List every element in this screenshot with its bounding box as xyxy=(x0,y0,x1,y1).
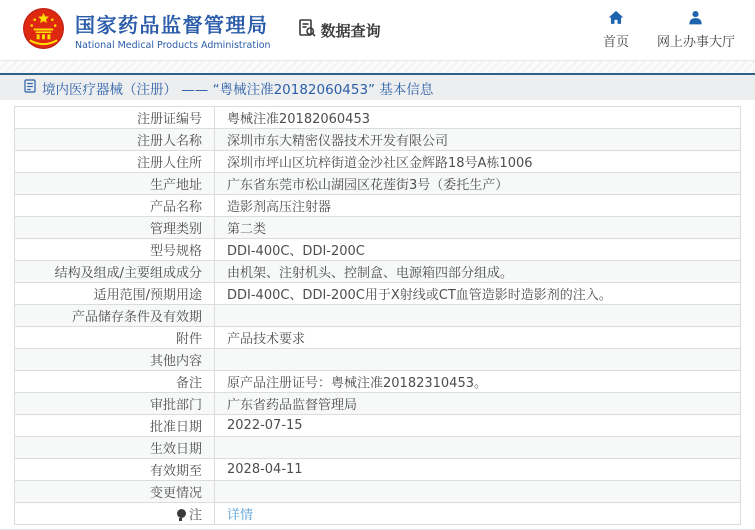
row-value: DDI-400C、DDI-200C用于X射线或CT血管造影时造影剂的注入。 xyxy=(215,283,741,305)
table-row xyxy=(15,239,741,261)
table-row xyxy=(15,481,741,503)
row-label: 型号规格 xyxy=(15,239,215,261)
row-value: 由机架、注射机头、控制盒、电源箱四部分组成。 xyxy=(215,261,741,283)
registration-info-table xyxy=(14,106,741,525)
row-value xyxy=(215,437,741,459)
data-query-button[interactable] xyxy=(297,18,381,42)
row-value: 深圳市东大精密仪器技术开发有限公司 xyxy=(215,129,741,151)
row-label: 注册证编号 xyxy=(15,107,215,129)
row-label: 备注 xyxy=(15,371,215,393)
row-value: 2022-07-15 xyxy=(215,415,741,437)
table-row xyxy=(15,415,741,437)
table-row xyxy=(15,129,741,151)
row-value: DDI-400C、DDI-200C xyxy=(215,239,741,261)
national-emblem-logo xyxy=(22,7,65,54)
table-row xyxy=(15,371,741,393)
row-label: 注册人名称 xyxy=(15,129,215,151)
row-value: 第二类 xyxy=(215,217,741,239)
page-title: 境内医疗器械（注册） —— “粤械注准20182060453” 基本信息 xyxy=(42,81,434,98)
note-icon xyxy=(177,509,186,520)
table-row xyxy=(15,107,741,129)
document-search-icon xyxy=(297,18,317,42)
nav-item-home[interactable] xyxy=(603,10,629,50)
row-label: 产品名称 xyxy=(15,195,215,217)
row-value: 产品技术要求 xyxy=(215,327,741,349)
row-value xyxy=(215,305,741,327)
row-value: 深圳市坪山区坑梓街道金沙社区金辉路18号A栋1006 xyxy=(215,151,741,173)
nav-item-label: 网上办事大厅 xyxy=(656,35,735,50)
page-title-bar xyxy=(0,75,755,100)
org-name-en: National Medical Products Administration xyxy=(75,40,271,51)
document-icon xyxy=(24,79,36,97)
header-nav xyxy=(603,10,741,50)
row-label: 适用范围/预期用途 xyxy=(15,283,215,305)
table-row xyxy=(15,305,741,327)
row-value: 造影剂高压注射器 xyxy=(215,195,741,217)
row-value: 广东省东莞市松山湖园区花莲街3号（委托生产） xyxy=(215,173,741,195)
nav-item-service-hall[interactable] xyxy=(657,10,735,50)
row-label: 变更情况 xyxy=(15,481,215,503)
row-value xyxy=(215,481,741,503)
row-label: 注册人住所 xyxy=(15,151,215,173)
table-row xyxy=(15,151,741,173)
content-panel xyxy=(0,100,755,530)
row-label: 管理类别 xyxy=(15,217,215,239)
table-row xyxy=(15,195,741,217)
table-row xyxy=(15,393,741,415)
table-row xyxy=(15,459,741,481)
row-label: 生效日期 xyxy=(15,437,215,459)
row-label: 批准日期 xyxy=(15,415,215,437)
row-label: 结构及组成/主要组成成分 xyxy=(15,261,215,283)
background-texture-strip xyxy=(0,61,755,73)
row-value xyxy=(215,349,741,371)
row-value: 广东省药品监督管理局 xyxy=(215,393,741,415)
home-icon xyxy=(608,10,624,29)
site-header xyxy=(0,0,755,61)
org-name-zh: 国家药品监督管理局 xyxy=(75,13,269,37)
table-row xyxy=(15,437,741,459)
table-row xyxy=(15,261,741,283)
nav-item-label: 首页 xyxy=(602,35,629,50)
detail-link[interactable]: 详情 xyxy=(227,508,254,523)
data-query-label: 数据查询 xyxy=(320,21,381,40)
brand-text xyxy=(75,9,271,51)
row-label: 审批部门 xyxy=(15,393,215,415)
table-row xyxy=(15,283,741,305)
row-label: 注 xyxy=(15,503,215,525)
table-row xyxy=(15,327,741,349)
row-label: 生产地址 xyxy=(15,173,215,195)
table-row xyxy=(15,503,741,525)
row-value xyxy=(215,503,741,525)
row-value: 2028-04-11 xyxy=(215,459,741,481)
row-label: 附件 xyxy=(15,327,215,349)
table-row xyxy=(15,173,741,195)
site-logo[interactable] xyxy=(22,7,271,54)
user-icon xyxy=(688,10,703,29)
row-label: 产品储存条件及有效期 xyxy=(15,305,215,327)
table-row xyxy=(15,217,741,239)
row-label: 其他内容 xyxy=(15,349,215,371)
info-table-body xyxy=(15,107,741,525)
row-value: 原产品注册证号：粤械注准20182310453。 xyxy=(215,371,741,393)
row-label: 有效期至 xyxy=(15,459,215,481)
table-row xyxy=(15,349,741,371)
row-value: 粤械注准20182060453 xyxy=(215,107,741,129)
